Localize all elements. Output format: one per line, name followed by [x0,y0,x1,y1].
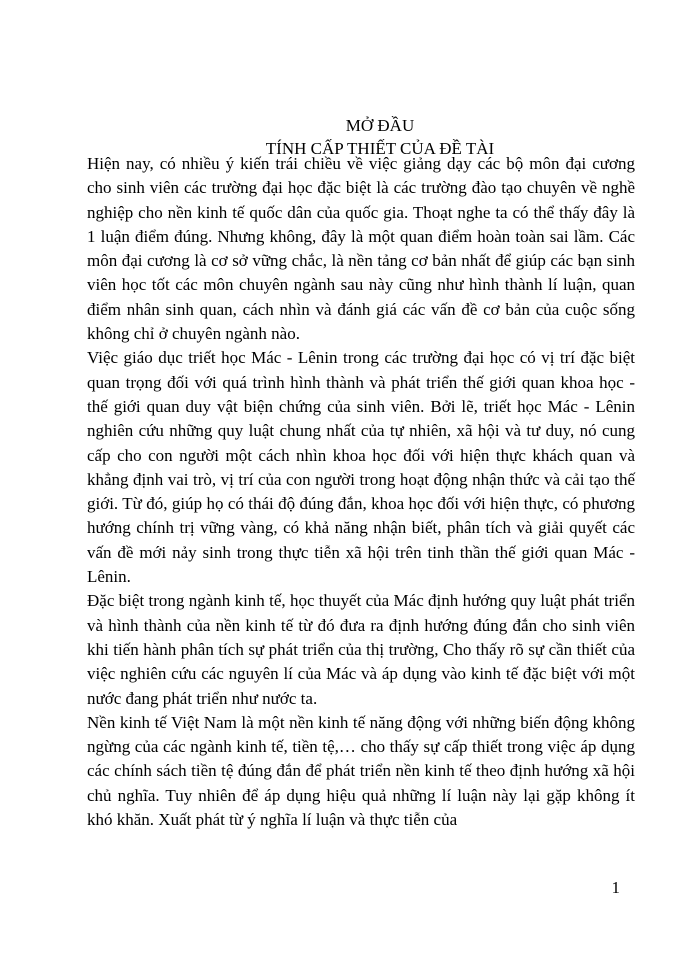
paragraph-3: Đặc biệt trong ngành kinh tế, học thuyết của Mác định hướng quy luật phát triển và hình thành của nền kinh tế từ đó đưa ra định hướng đúng đắn cho sinh viên khi tiến hành phân tích sự phát triển của thị trường, Cho thấy rõ sự cần thiết của việc nghiên cứu các nguyên lí của Mác và áp dụng vào kinh tế đặc biệt với một nước đang phát triển như nước ta. [87,591,635,708]
paragraph-4: Nền kinh tế Việt Nam là một nền kinh tế năng động với những biến động không ngừng của các ngành kinh tế, tiền tệ,… cho thấy sự cấp thiết trong việc áp dụng các chính sách tiền tệ đúng đắn để phát triển nền kinh tế theo định hướng xã hội chủ nghĩa. Tuy nhiên để áp dụng hiệu quả những lí luận này lại gặp không ít khó khăn. Xuất phát từ ý nghĩa lí luận và thực tiễn của [87,712,635,830]
section-subtitle: TÍNH CẤP THIẾT CỦA ĐỀ TÀI [265,139,495,158]
page-number: 1 [611,878,620,897]
paragraph-2: Việc giáo dục triết học Mác - Lênin trong các trường đại học có vị trí đặc biệt quan trọng đối với quá trình hình thành và phát triển thế giới quan khoa học - thế giới quan duy vật biện chứng của sinh viên. Bởi lẽ, triết học Mác - Lênin nghiên cứu những quy luật chung nhất của tự nhiên, xã hội và tư duy, nó cung cấp cho con người một cách nhìn khoa học đối với hiện thực khách quan và khẳng định vai trò, vị trí của con người trong hoạt động nhận thức và cải tạo thế giới. Từ đó, giúp họ có thái độ đúng đắn, khoa học đối với hiện thực, có phương hướng chính trị vững vàng, có khả năng nhận biết, phân tích và giải quyết các vấn đề mới nảy sinh trong thực tiễn xã hội trên tinh thần thế giới quan Mác - Lênin. [87,348,635,587]
section-title: MỞ ĐẦU [345,116,415,135]
body-text [87,152,635,832]
paragraph-1: Hiện nay, có nhiều ý kiến trái chiều về việc giảng dạy các bộ môn đại cương cho sinh viên các trường đại học đặc biệt là các trường đào tạo chuyên về nghề nghiệp cho nền kinh tế quốc dân của quốc gia. Thoạt nghe ta có thể thấy đây là 1 luận điểm đúng. Nhưng không, đây là một quan điểm hoàn toàn sai lầm. Các môn đại cương là cơ sở vững chắc, là nền tảng cơ bản nhất để giúp các bạn sinh viên học tốt các môn chuyên ngành sau này cũng như hình thành lí luận, quan điểm nhân sinh quan, cách nhìn và đánh giá các vấn đề cơ bản của cuộc sống không chỉ ở chuyên ngành nào. [87,154,635,344]
